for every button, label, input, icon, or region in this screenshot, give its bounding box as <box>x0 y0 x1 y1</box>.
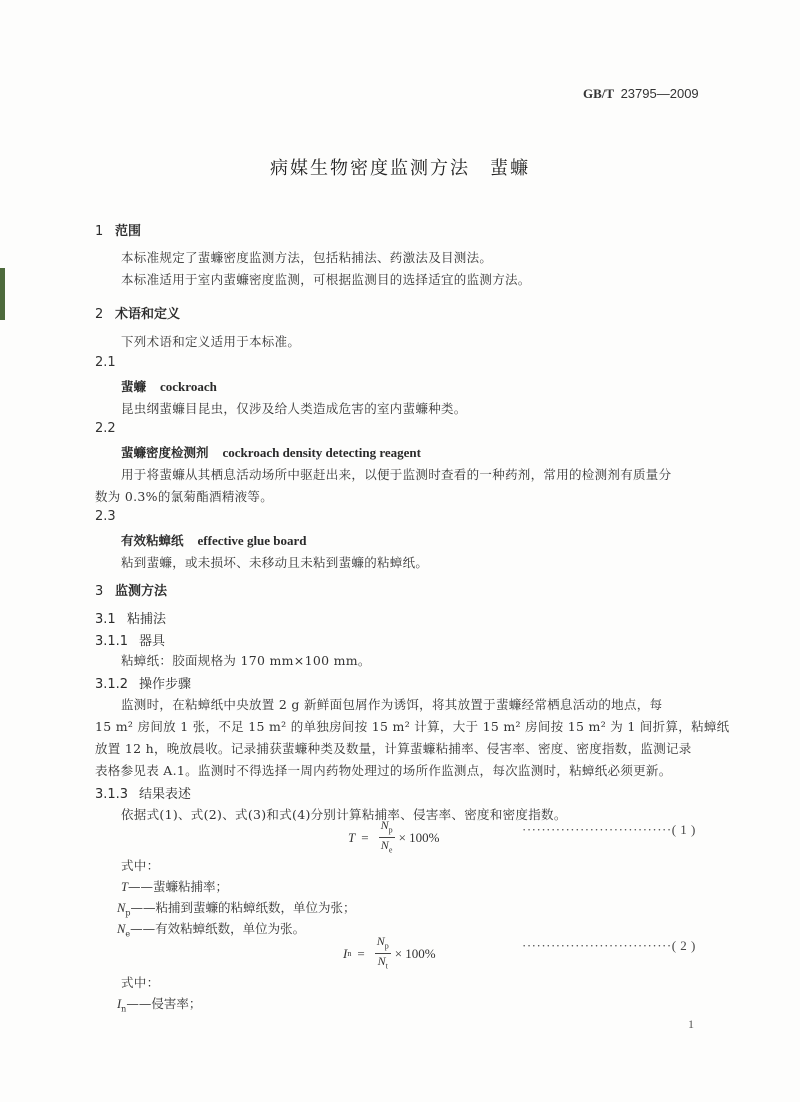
formula-lhs: T <box>348 829 356 845</box>
section-title: 范围 <box>115 224 142 239</box>
var-sub: p <box>125 908 131 918</box>
numerator: N <box>380 818 389 832</box>
standard-code: 23795—2009 <box>620 86 699 101</box>
fraction <box>379 818 395 858</box>
subsection-title: 器具 <box>139 634 166 649</box>
denominator-sub: e <box>388 845 393 855</box>
procedure-line: 放置 12 h，晚放晨收。记录捕获蜚蠊种类及数量，计算蜚蠊粘捕率、侵害率、密度、密度指数，监测记录 <box>95 741 692 756</box>
term-definition: 昆虫纲蜚蠊目昆虫，仅涉及给人类造成危害的室内蜚蠊种类。 <box>121 401 467 416</box>
dot-leader: ······························· <box>522 938 672 953</box>
document-title: 病媒生物密度监测方法 蜚蠊 <box>270 158 530 179</box>
var-sub: n <box>121 1004 127 1014</box>
term-cn: 蜚蠊密度检测剂 <box>121 445 209 460</box>
term-entry <box>121 531 307 549</box>
formula-1: T = $\frac{N_p}{N_e}$ × 100% <box>348 818 440 858</box>
equation-number-2 <box>522 938 696 954</box>
numerator-sub: p <box>384 941 389 951</box>
subsection-title: 结果表述 <box>139 787 192 802</box>
formula-tail: × 100% <box>394 945 436 961</box>
section-1-heading <box>95 220 141 239</box>
formula-tail: × 100% <box>398 829 440 845</box>
where-label: 式中： <box>121 975 160 990</box>
standard-number <box>583 86 699 102</box>
subsection-3-1-2-heading <box>95 673 191 692</box>
denominator-sub: t <box>385 961 388 971</box>
subsection-number: 3.1.1 <box>95 634 129 649</box>
formula-lhs: I <box>343 945 348 961</box>
eq-label: ( 1 ) <box>671 822 696 837</box>
var-sub: e <box>125 929 131 939</box>
paragraph: 粘蟑纸：胶面规格为 170 mm×100 mm。 <box>121 653 371 668</box>
eq-label: ( 2 ) <box>671 938 696 953</box>
var-desc: ——侵害率； <box>126 996 202 1011</box>
term-en: effective glue board <box>197 533 307 548</box>
var-desc: ——蜚蠊粘捕率； <box>127 879 228 894</box>
procedure-line: 监测时，在粘蟑纸中央放置 2 g 新鲜面包屑作为诱饵，将其放置于蜚蠊经常栖息活动的地点，每 <box>121 697 663 712</box>
subsection-number: 3.1.2 <box>95 677 129 692</box>
subsection-3-1-3-heading <box>95 783 191 802</box>
subsection-title: 操作步骤 <box>139 677 192 692</box>
dot-leader: ······························· <box>522 822 672 837</box>
scan-edge-strip <box>0 268 5 320</box>
term-en: cockroach <box>160 379 217 394</box>
section-number: 2 <box>95 307 104 322</box>
subsection-title: 粘捕法 <box>127 612 167 627</box>
equation-number-1 <box>522 822 696 838</box>
var-desc: ——粘捕到蜚蠊的粘蟑纸数，单位为张； <box>130 900 356 915</box>
denominator: N <box>380 838 389 853</box>
page-number: 1 <box>688 1017 694 1031</box>
procedure-line: 表格参见表 A.1。监测时不得选择一周内药物处理过的场所作监测点，每次监测时，粘蟑纸必须更新。 <box>95 763 672 778</box>
term-definition-line: 用于将蜚蠊从其栖息活动场所中驱赶出来，以便于监测时查看的一种药剂，常用的检测剂有质量分 <box>121 467 672 482</box>
term-entry <box>121 443 421 461</box>
paragraph: 下列术语和定义适用于本标准。 <box>121 334 301 349</box>
section-title: 监测方法 <box>115 584 168 599</box>
variable-definition <box>117 919 305 939</box>
formula-lhs-sub: n <box>347 949 352 959</box>
paragraph: 本标准适用于室内蜚蠊密度监测，可根据监测目的选择适宜的监测方法。 <box>121 272 531 287</box>
paragraph: 本标准规定了蜚蠊密度监测方法，包括粘捕法、药激法及目测法。 <box>121 250 493 265</box>
term-definition: 粘到蜚蠊，或未损坏、未移动且未粘到蜚蠊的粘蟑纸。 <box>121 555 429 570</box>
numerator: N <box>376 934 385 948</box>
var-symbol: N <box>117 922 126 936</box>
subsection-number: 3.1 <box>95 612 116 627</box>
term-cn: 有效粘蟑纸 <box>121 533 184 548</box>
term-entry <box>121 377 217 395</box>
term-number: 2.2 <box>95 421 116 436</box>
var-symbol: I <box>117 997 122 1011</box>
variable-definition <box>117 994 201 1014</box>
term-definition-line: 数为 0.3%的氯菊酯酒精液等。 <box>95 489 274 504</box>
variable-definition <box>117 898 355 918</box>
term-en: cockroach density detecting reagent <box>222 445 421 460</box>
section-number: 1 <box>95 224 104 239</box>
section-3-heading <box>95 580 167 599</box>
paragraph: 依据式(1)、式(2)、式(3)和式(4)分别计算粘捕率、侵害率、密度和密度指数。 <box>121 807 567 822</box>
procedure-line: 15 m² 房间放 1 张，不足 15 m² 的单独房间按 15 m² 计算，大于 15 m² 房间按 15 m² 为 1 间折算，粘蟑纸 <box>95 719 730 734</box>
section-2-heading <box>95 303 180 322</box>
term-number: 2.1 <box>95 355 116 370</box>
fraction <box>375 934 391 974</box>
standard-prefix: GB/T <box>583 86 615 101</box>
subsection-number: 3.1.3 <box>95 787 129 802</box>
term-number: 2.3 <box>95 509 116 524</box>
numerator-sub: p <box>388 825 393 835</box>
term-cn: 蜚蠊 <box>121 379 147 394</box>
var-desc: ——有效粘蟑纸数，单位为张。 <box>130 921 306 936</box>
subsection-3-1-heading <box>95 608 166 627</box>
denominator: N <box>377 954 386 969</box>
formula-2: I n = $\frac{N_p}{N_t}$ × 100% <box>343 934 436 974</box>
section-title: 术语和定义 <box>115 307 181 322</box>
var-symbol: N <box>117 901 126 915</box>
subsection-3-1-1-heading <box>95 630 165 649</box>
var-symbol: T <box>121 880 128 894</box>
where-label: 式中： <box>121 858 160 873</box>
variable-definition <box>121 877 228 895</box>
section-number: 3 <box>95 584 104 599</box>
